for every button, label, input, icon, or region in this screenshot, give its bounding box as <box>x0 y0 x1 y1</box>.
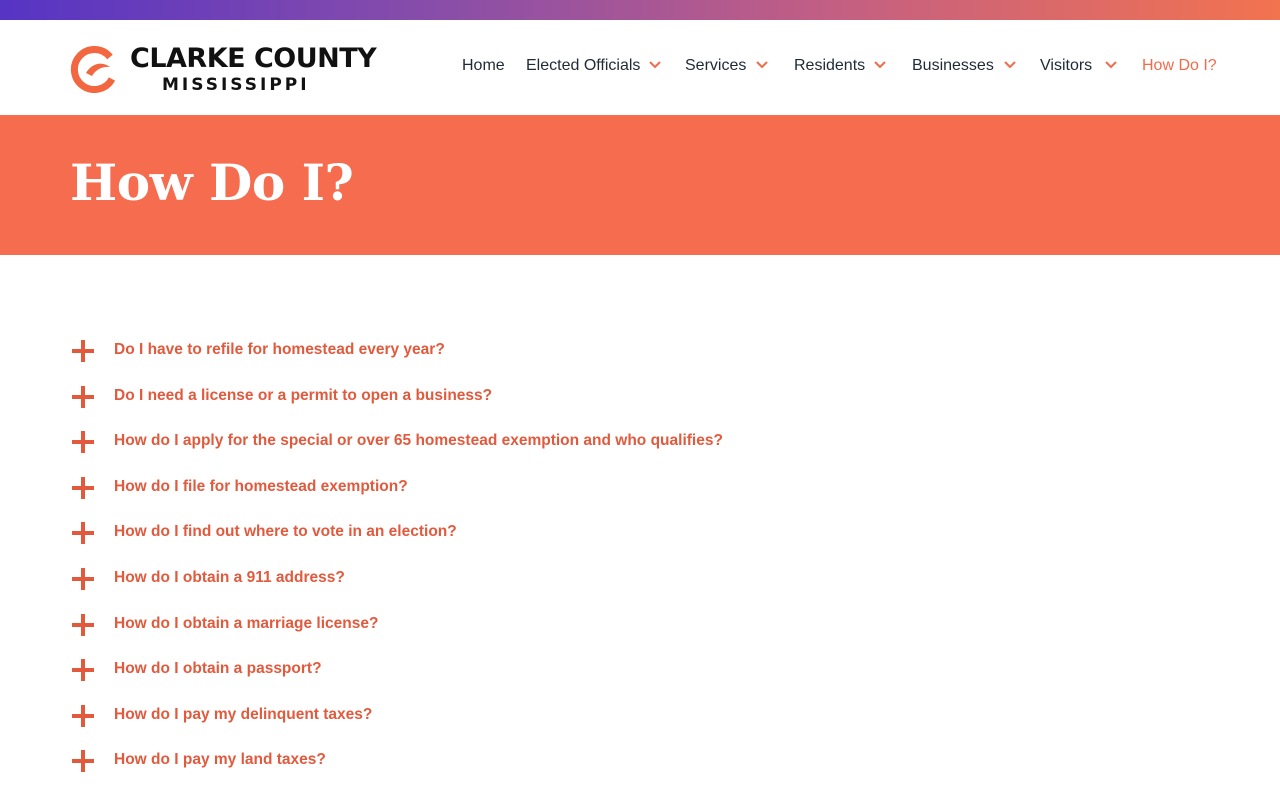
faq-accordion <box>70 328 1210 784</box>
nav-item-home[interactable] <box>462 57 505 75</box>
plus-icon[interactable] <box>72 705 94 727</box>
faq-question[interactable]: Do I need a license or a permit to open a business? <box>114 386 493 404</box>
nav-label: Businesses <box>912 57 994 74</box>
faq-item[interactable] <box>70 693 1210 739</box>
faq-question[interactable]: How do I obtain a marriage license? <box>114 614 379 632</box>
faq-question[interactable]: Do I have to refile for homestead every year? <box>114 341 445 358</box>
site-subname: MISSISSIPPI <box>162 75 310 95</box>
plus-icon[interactable] <box>72 614 94 636</box>
faq-item[interactable] <box>70 556 1210 602</box>
faq-question[interactable]: How do I apply for the special or over 65 homestead exemption and who qualifies? <box>114 432 723 450</box>
county-logo-icon <box>70 45 118 93</box>
nav-label: Services <box>685 57 747 74</box>
faq-question[interactable]: How do I obtain a passport? <box>114 660 322 678</box>
chevron-down-icon[interactable] <box>648 58 662 72</box>
nav-item-how-do-i[interactable] <box>1142 57 1217 75</box>
plus-icon[interactable] <box>72 750 94 772</box>
top-gradient-strip <box>0 0 1280 20</box>
faq-item[interactable] <box>70 510 1210 556</box>
plus-icon[interactable] <box>72 659 94 681</box>
nav-item-businesses[interactable] <box>912 57 994 75</box>
nav-item-residents[interactable] <box>794 57 865 75</box>
page-title: How Do I? <box>70 153 354 212</box>
faq-item[interactable] <box>70 647 1210 693</box>
nav-label: Residents <box>794 57 866 74</box>
nav-item-visitors[interactable] <box>1040 57 1092 75</box>
chevron-down-icon[interactable] <box>873 58 887 72</box>
site-header <box>0 20 1280 115</box>
plus-icon[interactable] <box>72 568 94 590</box>
plus-icon[interactable] <box>72 522 94 544</box>
nav-label: How Do I? <box>1142 57 1217 74</box>
plus-icon[interactable] <box>72 340 94 362</box>
nav-item-elected-officials[interactable] <box>526 57 640 75</box>
site-logo[interactable] <box>70 45 380 95</box>
site-name: CLARKE COUNTY <box>130 43 377 74</box>
nav-label: Elected Officials <box>526 57 641 74</box>
faq-question[interactable]: How do I pay my delinquent taxes? <box>114 705 373 723</box>
faq-item[interactable] <box>70 602 1210 648</box>
plus-icon[interactable] <box>72 431 94 453</box>
nav-label: Home <box>462 57 505 74</box>
faq-item[interactable] <box>70 738 1210 784</box>
faq-question[interactable]: How do I obtain a 911 address? <box>114 568 345 586</box>
chevron-down-icon[interactable] <box>1104 58 1118 72</box>
page-banner <box>0 115 1280 255</box>
faq-item[interactable] <box>70 465 1210 511</box>
nav-label: Visitors <box>1040 57 1093 74</box>
faq-item[interactable] <box>70 328 1210 374</box>
nav-item-services[interactable] <box>685 57 746 75</box>
faq-item[interactable] <box>70 374 1210 420</box>
plus-icon[interactable] <box>72 477 94 499</box>
faq-question[interactable]: How do I file for homestead exemption? <box>114 477 408 495</box>
faq-item[interactable] <box>70 419 1210 465</box>
chevron-down-icon[interactable] <box>1003 58 1017 72</box>
faq-question[interactable]: How do I find out where to vote in an election? <box>114 523 457 541</box>
chevron-down-icon[interactable] <box>755 58 769 72</box>
faq-question[interactable]: How do I pay my land taxes? <box>114 751 326 769</box>
plus-icon[interactable] <box>72 386 94 408</box>
